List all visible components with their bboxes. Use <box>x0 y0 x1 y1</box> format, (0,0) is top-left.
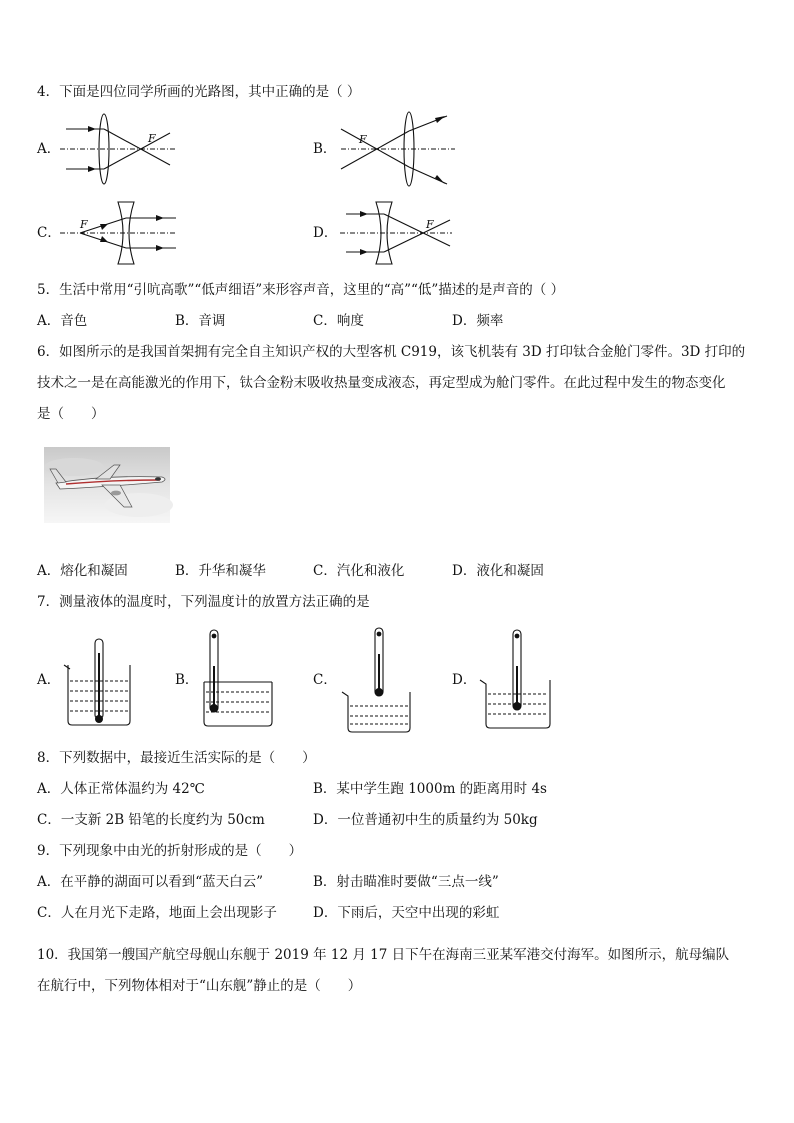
q8-stem: 8．下列数据中，最接近生活实际的是（ ） <box>37 750 316 766</box>
q7-option-b-label[interactable]: B． <box>175 672 199 688</box>
q4-c-focus-label: F <box>80 218 88 231</box>
q4-d-focus-label: F <box>426 218 434 231</box>
q5-option-a[interactable]: A．音色 <box>37 313 88 329</box>
q8-option-b[interactable]: B．某中学生跑 1000m 的距离用时 4s <box>313 781 547 797</box>
q5-option-d[interactable]: D．频率 <box>452 313 504 329</box>
q4-option-b-label[interactable]: B． <box>313 141 337 157</box>
q7-beaker-c <box>338 624 420 734</box>
q4-option-a-label[interactable]: A． <box>37 141 61 157</box>
q7-beaker-b <box>198 626 280 730</box>
q6-stem-line2: 技术之一是在高能激光的作用下，钛合金粉末吸收热量变成液态，再定型成为舱门零件。在此过程中发生的物态变化 <box>37 375 726 391</box>
q6-airplane-image <box>44 447 170 523</box>
q4-diagram-a <box>60 112 180 188</box>
q6-option-d[interactable]: D．液化和凝固 <box>452 563 544 579</box>
q7-beaker-d <box>476 626 558 732</box>
q6-option-c[interactable]: C．汽化和液化 <box>313 563 405 579</box>
q7-option-d-label[interactable]: D． <box>452 672 477 688</box>
q5-option-b[interactable]: B．音调 <box>175 313 226 329</box>
q6-stem-line1: 6．如图所示的是我国首架拥有完全自主知识产权的大型客机 C919，该飞机装有 3D 打印钛合金舱门零件。3D 打印的 <box>37 344 746 360</box>
q5-stem: 5．生活中常用“引吭高歌”“低声细语”来形容声音，这里的“高”“低”描述的是声音的（ ） <box>37 282 565 298</box>
q9-option-d[interactable]: D．下雨后，天空中出现的彩虹 <box>313 905 500 921</box>
q6-option-a[interactable]: A．熔化和凝固 <box>37 563 128 579</box>
q7-stem: 7．测量液体的温度时，下列温度计的放置方法正确的是 <box>37 594 370 610</box>
q6-stem-line3: 是（ ） <box>37 406 105 422</box>
q9-option-b[interactable]: B．射击瞄准时要做“三点一线” <box>313 874 499 890</box>
q4-stem: 4．下面是四位同学所画的光路图，其中正确的是（ ） <box>37 84 361 100</box>
q8-option-c[interactable]: C．一支新 2B 铅笔的长度约为 50cm <box>37 812 265 828</box>
q7-option-c-label[interactable]: C． <box>313 672 337 688</box>
q7-beaker-a <box>62 633 140 729</box>
q4-diagram-b <box>335 112 460 192</box>
q4-diagram-d <box>340 200 460 266</box>
q7-option-a-label[interactable]: A． <box>37 672 61 688</box>
q9-option-a[interactable]: A．在平静的湖面可以看到“蓝天白云” <box>37 874 264 890</box>
q4-option-d-label[interactable]: D． <box>313 225 338 241</box>
q9-stem: 9．下列现象中由光的折射形成的是（ ） <box>37 843 303 859</box>
q9-option-c[interactable]: C．人在月光下走路，地面上会出现影子 <box>37 905 277 921</box>
q4-diagram-c <box>60 200 180 266</box>
q4-b-focus-label: F <box>359 133 367 146</box>
q6-option-b[interactable]: B．升华和凝华 <box>175 563 266 579</box>
q4-a-focus-label: F <box>148 132 156 145</box>
q4-option-c-label[interactable]: C． <box>37 225 61 241</box>
q10-stem-line1: 10．我国第一艘国产航空母舰山东舰于 2019 年 12 月 17 日下午在海南三亚某军港交付海军。如图所示，航母编队 <box>37 947 730 963</box>
q8-option-a[interactable]: A．人体正常体温约为 42℃ <box>37 781 205 797</box>
q8-option-d[interactable]: D．一位普通初中生的质量约为 50kg <box>313 812 538 828</box>
q10-stem-line2: 在航行中，下列物体相对于“山东舰”静止的是（ ） <box>37 978 362 994</box>
q5-option-c[interactable]: C．响度 <box>313 313 364 329</box>
